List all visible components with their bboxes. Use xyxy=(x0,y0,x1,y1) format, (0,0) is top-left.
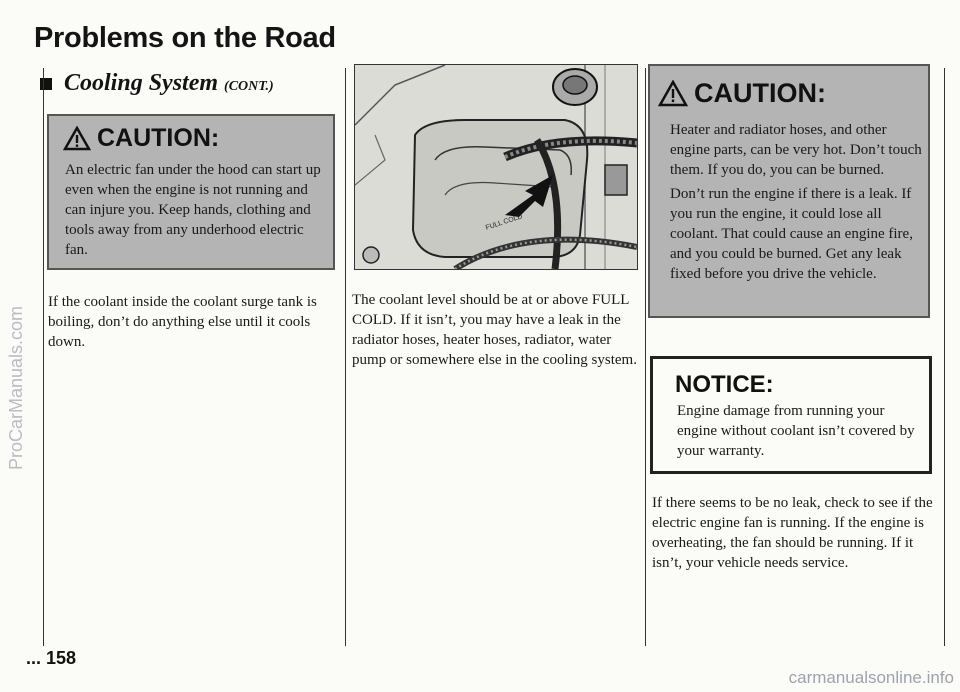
side-watermark: ProCarManuals.com xyxy=(6,305,26,470)
caution-paragraph: Heater and radiator hoses, and other engine parts, can be very hot. Don’t touch them. If you do, you can be burned. xyxy=(670,122,922,178)
notice-heading: NOTICE: xyxy=(675,371,774,398)
warning-triangle-icon xyxy=(658,80,688,107)
section-title: Cooling System (CONT.) xyxy=(64,70,274,96)
caution-heading: CAUTION: xyxy=(63,124,219,153)
caution-text: An electric fan under the hood can start up even when the engine is not running and can injure you. Keep hands, clothing and tools away from any underhood electric fan. xyxy=(65,162,321,258)
coolant-tank-figure xyxy=(354,64,638,270)
section-cont: (CONT.) xyxy=(224,79,274,94)
square-bullet-icon xyxy=(40,78,52,90)
left-body-text: If the coolant inside the coolant surge tank is boiling, don’t do anything else until it cools down. xyxy=(48,294,317,350)
right-body-text: If there seems to be no leak, check to see if the electric engine fan is running. If the engine is overheating, the fan should be running. If it isn’t, your vehicle needs service. xyxy=(652,495,933,571)
engine-coolant-tank-illustration xyxy=(355,65,637,269)
middle-body-text: The coolant level should be at or above FULL COLD. If it isn’t, you may have a leak in the radiator hoses, heater hoses, radiator, water pump or somewhere else in the cooling system. xyxy=(352,292,637,368)
notice-text: Engine damage from running your engine without coolant isn’t covered by your warranty. xyxy=(677,403,915,459)
right-column-rule xyxy=(645,68,646,646)
section-heading xyxy=(40,70,274,97)
caution-box-fan xyxy=(47,114,335,270)
caution-text xyxy=(670,120,922,288)
warning-triangle-icon xyxy=(63,126,91,151)
left-column-rule xyxy=(43,68,44,646)
caution-box-hot-parts xyxy=(648,64,930,318)
page-title: Problems on the Road xyxy=(34,22,336,54)
caution-heading: CAUTION: xyxy=(658,78,826,109)
far-right-rule xyxy=(944,68,945,646)
full-cold-mark: FULL COLD xyxy=(484,213,524,232)
page-number: ... 158 xyxy=(26,648,77,668)
caution-paragraph: Don’t run the engine if there is a leak. If you run the engine, it could lose all coolant. That could cause an engine fire, and you could be burned. Get any leak fixed before you drive the vehicle. xyxy=(670,186,913,282)
footer-watermark: carmanualsonline.info xyxy=(788,668,954,687)
notice-box xyxy=(650,356,932,474)
middle-column-rule xyxy=(345,68,346,646)
